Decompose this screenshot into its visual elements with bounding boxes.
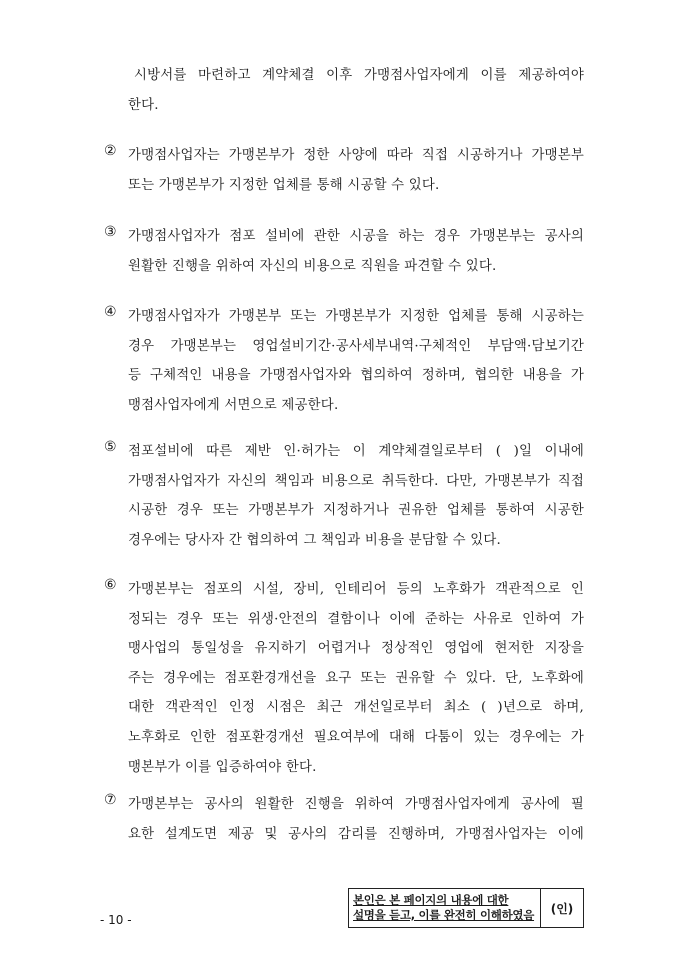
paragraph-line: 경우에는 당사자 간 협의하여 그 책임과 비용을 분담할 수 있다. xyxy=(128,532,501,548)
paragraph-line: 한다. xyxy=(128,97,159,113)
paragraph-marker: ③ xyxy=(104,224,117,240)
paragraph-line: 가맹본부는 점포의 시설, 장비, 인테리어 등의 노후화가 객관적으로 인 xyxy=(128,582,584,597)
paragraph-line: 등 구체적인 내용을 가맹점사업자와 협의하여 정하며, 협의한 내용을 가 xyxy=(128,368,584,384)
paragraph-line: 시방서를 마련하고 계약체결 이후 가맹점사업자에게 이를 제공하여야 xyxy=(134,68,584,83)
paragraph-line: 요한 설계도면 제공 및 공사의 감리를 진행하며, 가맹점사업자는 이에 xyxy=(128,826,584,842)
paragraph-line: 맹사업의 통일성을 유지하기 어렵거나 정상적인 영업에 현저한 지장을 xyxy=(128,641,584,657)
paragraph-line: 정되는 경우 또는 위생·안전의 결함이나 이에 준하는 사유로 인하여 가 xyxy=(128,611,584,627)
confirmation-statement xyxy=(349,889,540,927)
seal-mark: (인) xyxy=(540,889,583,927)
paragraph-marker: ⑦ xyxy=(104,792,117,808)
paragraph-marker: ⑤ xyxy=(104,439,117,455)
confirmation-line-2: 설명을 듣고, 이를 완전히 이해하였음 xyxy=(353,908,535,922)
page-number: - 10 - xyxy=(100,913,132,927)
paragraph-line: 주는 경우에는 점포환경개선을 요구 또는 권유할 수 있다. 단, 노후화에 xyxy=(128,670,584,686)
paragraph-line: 가맹본부는 공사의 원활한 진행을 위하여 가맹점사업자에게 공사에 필 xyxy=(128,797,584,812)
confirmation-box xyxy=(348,888,584,928)
paragraph-line: 경우 가맹본부는 영업설비기간·공사세부내역·구체적인 부담액·담보기간 xyxy=(128,338,584,354)
paragraph-line: 원활한 진행을 위하여 자신의 비용으로 직원을 파견할 수 있다. xyxy=(128,258,497,274)
paragraph-line: 가맹점사업자는 가맹본부가 정한 사양에 따라 직접 시공하거나 가맹본부 xyxy=(128,148,584,163)
paragraph-line: 맹본부가 이를 입증하여야 한다. xyxy=(128,759,317,775)
confirmation-line-1: 본인은 본 페이지의 내용에 대한 xyxy=(353,893,509,907)
paragraph-line: 가맹점사업자가 점포 설비에 관한 시공을 하는 경우 가맹본부는 공사의 xyxy=(128,229,584,244)
paragraph-line: 노후화로 인한 점포환경개선 필요여부에 대해 다툼이 있는 경우에는 가 xyxy=(128,730,584,745)
paragraph-line: 가맹점사업자가 자신의 책임과 비용으로 취득한다. 다만, 가맹본부가 직접 xyxy=(128,473,584,489)
paragraph-line: 맹점사업자에게 서면으로 제공한다. xyxy=(128,397,339,413)
paragraph-marker: ⑥ xyxy=(104,577,117,593)
paragraph-line: 대한 객관적인 인정 시점은 최근 개선일로부터 최소 ( )년으로 하며, xyxy=(128,700,584,716)
paragraph-line: 가맹점사업자가 가맹본부 또는 가맹본부가 지정한 업체를 통해 시공하는 xyxy=(128,309,584,324)
paragraph-marker: ④ xyxy=(104,304,117,320)
paragraph-marker: ② xyxy=(104,143,117,159)
paragraph-line: 점포설비에 따른 제반 인·허가는 이 계약체결일로부터 ( )일 이내에 xyxy=(128,444,584,459)
paragraph-line: 시공한 경우 또는 가맹본부가 지정하거나 권유한 업체를 통하여 시공한 xyxy=(128,503,584,519)
paragraph-line: 또는 가맹본부가 지정한 업체를 통해 시공할 수 있다. xyxy=(128,177,440,193)
